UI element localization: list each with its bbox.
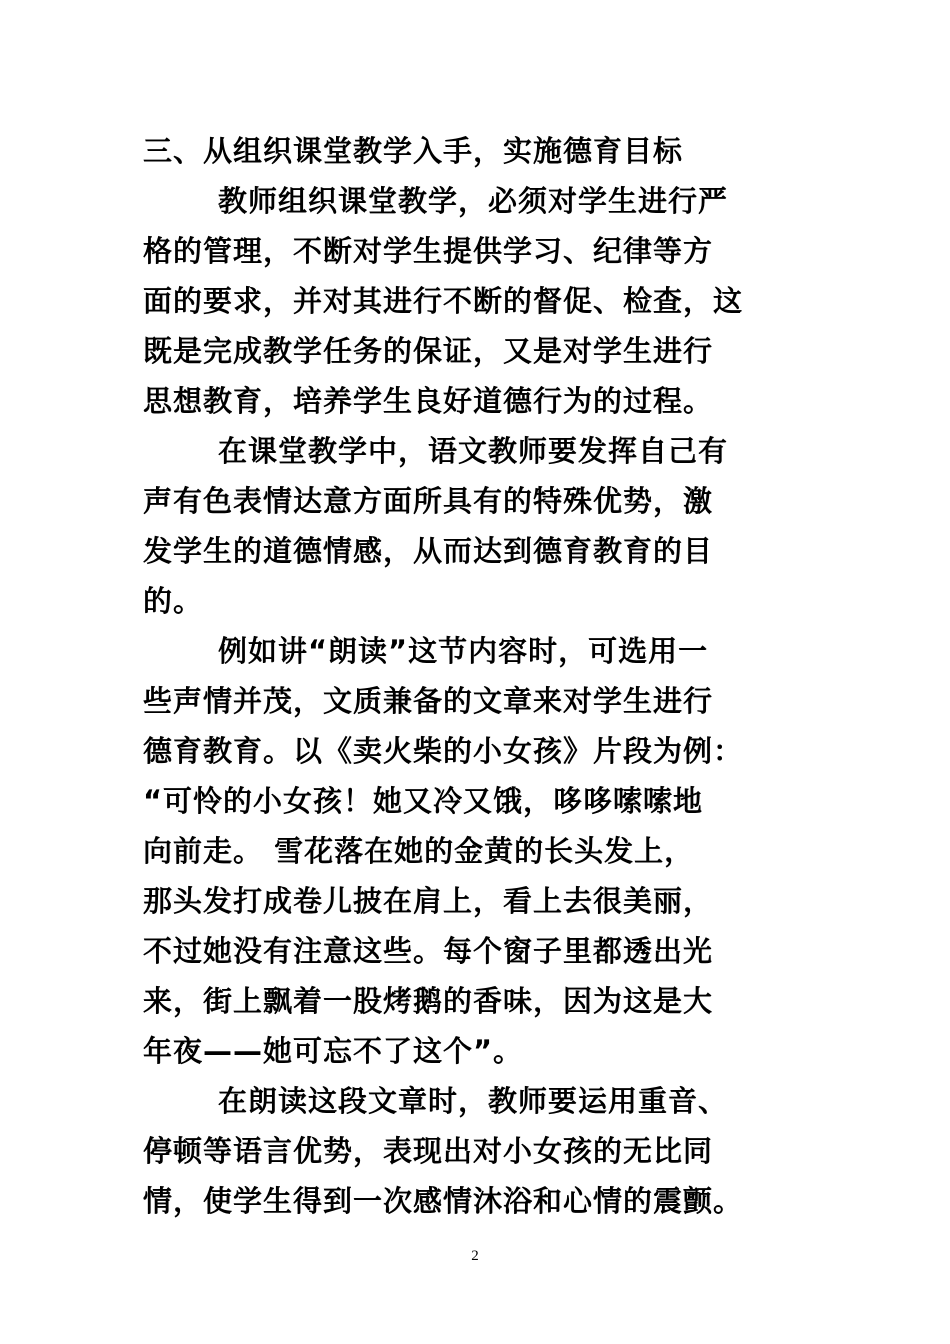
paragraph-2-line-2: 声有色表情达意方面所具有的特殊优势，激 [143, 484, 714, 518]
paragraph-1-line-2: 格的管理，不断对学生提供学习、纪律等方 [143, 234, 714, 268]
paragraph-3-line-2: 些声情并茂，文质兼备的文章来对学生进行 [143, 684, 714, 718]
paragraph-3-line-6: 那头发打成卷儿披在肩上，看上去很美丽， [143, 884, 714, 918]
paragraph-3-line-3: 德育教育。以《卖火柴的小女孩》片段为例： [143, 734, 744, 768]
paragraph-3-line-5: 向前走。 雪花落在她的金黄的长头发上， [143, 834, 695, 868]
paragraph-2-line-1: 在课堂教学中，语文教师要发挥自己有 [218, 434, 729, 468]
paragraph-2-line-3: 发学生的道德情感，从而达到德育教育的目 [143, 534, 714, 568]
paragraph-4-line-3: 情，使学生得到一次感情沐浴和心情的震颤。 [143, 1184, 744, 1218]
paragraph-3-line-8: 来，街上飘着一股烤鹅的香味，因为这是大 [143, 984, 714, 1018]
paragraph-3-line-1: 例如讲“朗读”这节内容时，可选用一 [218, 634, 709, 668]
paragraph-2-line-4: 的。 [143, 584, 204, 618]
section-heading: 三、从组织课堂教学入手，实施德育目标 [143, 134, 684, 168]
paragraph-1-line-3: 面的要求，并对其进行不断的督促、检查，这 [143, 284, 744, 318]
paragraph-1-line-4: 既是完成教学任务的保证，又是对学生进行 [143, 334, 714, 368]
page-number: 2 [471, 1248, 479, 1264]
paragraph-4-line-2: 停顿等语言优势，表现出对小女孩的无比同 [143, 1134, 714, 1168]
paragraph-3-line-9: 年夜——她可忘不了这个”。 [143, 1034, 524, 1068]
paragraph-4-line-1: 在朗读这段文章时，教师要运用重音、 [218, 1084, 729, 1118]
paragraph-1-line-1: 教师组织课堂教学，必须对学生进行严 [218, 184, 729, 218]
paragraph-3-line-7: 不过她没有注意这些。每个窗子里都透出光 [143, 934, 714, 968]
paragraph-1-line-5: 思想教育，培养学生良好道德行为的过程。 [143, 384, 714, 418]
paragraph-3-line-4: “可怜的小女孩！她又冷又饿，哆哆嗦嗦地 [143, 784, 704, 818]
